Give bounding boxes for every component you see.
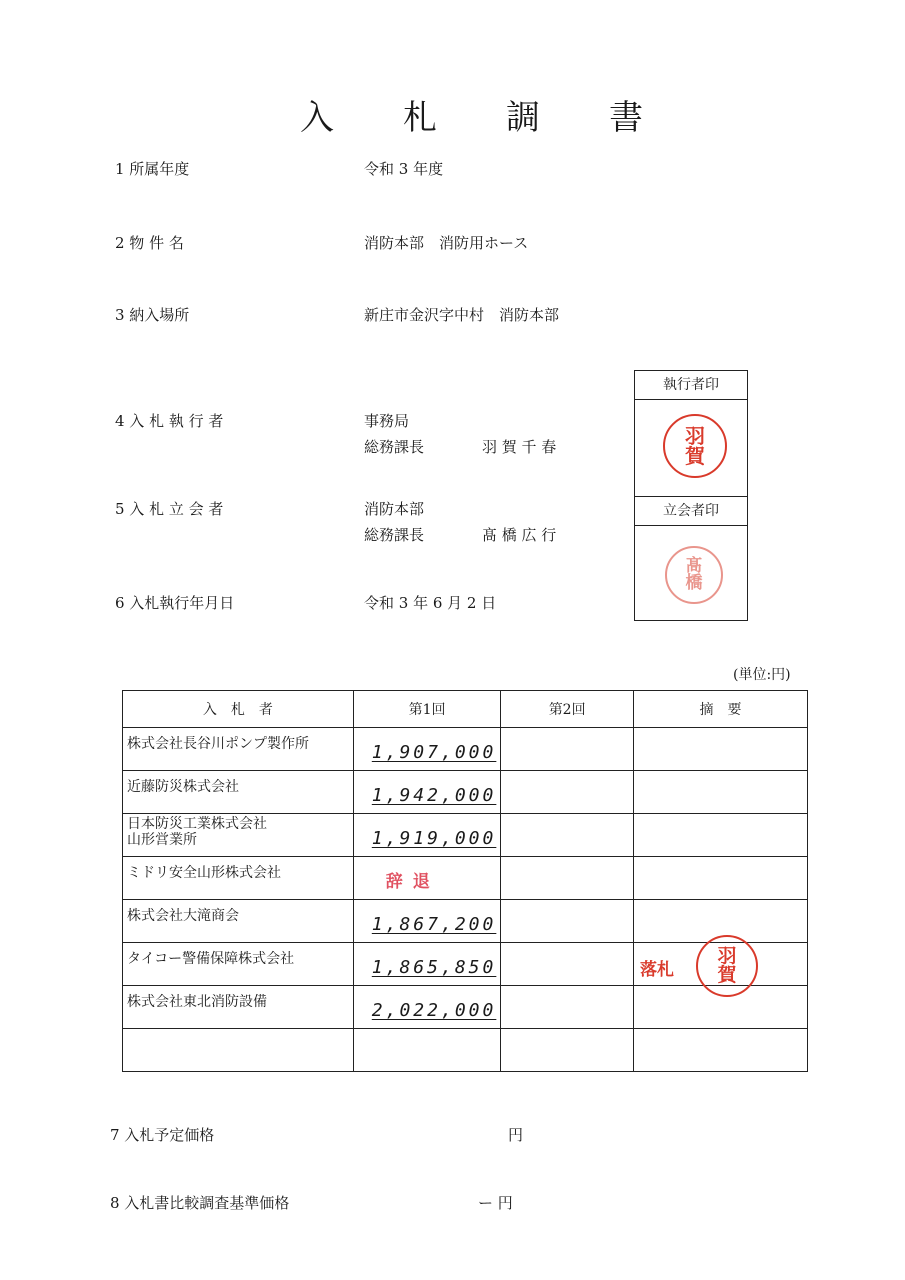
bidder-cell <box>123 943 354 986</box>
executor-stamp-box <box>634 370 748 621</box>
date-value: 令和 3 年 6 月 2 日 <box>364 594 497 612</box>
date-label: 6 入札執行年月日 <box>115 594 235 612</box>
round2-cell <box>501 857 634 900</box>
unit-label: (単位:円) <box>733 667 791 683</box>
bidder-cell <box>123 771 354 814</box>
bidder-cell <box>123 814 354 857</box>
bidder-name: 株式会社長谷川ポンプ製作所 <box>127 736 309 752</box>
baseline-price-label: 8 入札書比較調査基準価格 <box>110 1194 290 1212</box>
round1-amount: 1,942,000 <box>371 785 497 806</box>
note-cell <box>633 814 807 857</box>
table-row <box>123 1029 808 1072</box>
item-name-value: 消防本部 消防用ホース <box>364 234 529 252</box>
round1-cell <box>353 771 501 814</box>
document-title: 入 札 調 書 <box>300 98 643 138</box>
round1-cell <box>353 857 501 900</box>
witness-label: 5 入 札 立 会 者 <box>115 500 224 518</box>
executor-label: 4 入 札 執 行 者 <box>115 412 224 430</box>
witness-stamp-cell <box>635 526 747 620</box>
delivery-place-value: 新庄市金沢字中村 消防本部 <box>364 306 560 324</box>
round2-cell <box>501 986 634 1029</box>
header-round1: 第1回 <box>353 691 501 728</box>
planned-price-value: 円 <box>508 1126 524 1144</box>
executor-title: 総務課長 <box>364 438 425 456</box>
header-note: 摘 要 <box>633 691 807 728</box>
bidder-name: 近藤防災株式会社 <box>127 779 239 795</box>
planned-price-label: 7 入札予定価格 <box>110 1126 215 1144</box>
round1-cell <box>353 943 501 986</box>
witness-dept: 消防本部 <box>364 500 425 518</box>
round2-cell <box>501 728 634 771</box>
baseline-price-value: ー 円 <box>478 1194 513 1212</box>
note-cell <box>633 943 807 986</box>
executor-stamp-header: 執行者印 <box>635 371 747 400</box>
table-row <box>123 857 808 900</box>
round1-amount: 1,907,000 <box>371 742 497 763</box>
round1-amount: 1,919,000 <box>371 828 497 849</box>
round2-cell <box>501 1029 634 1072</box>
round2-cell <box>501 943 634 986</box>
note-cell <box>633 1029 807 1072</box>
table-row <box>123 943 808 986</box>
bidder-cell <box>123 900 354 943</box>
bidder-cell <box>123 728 354 771</box>
header-round2: 第2回 <box>501 691 634 728</box>
bidder-cell <box>123 1029 354 1072</box>
bidder-name: ミドリ安全山形株式会社 <box>127 865 281 881</box>
bidder-cell <box>123 857 354 900</box>
delivery-place-label: 3 納入場所 <box>115 306 190 324</box>
executor-seal: 羽 賀 <box>663 414 727 478</box>
item-name-label: 2 物 件 名 <box>115 234 184 252</box>
executor-stamp-cell <box>635 400 747 496</box>
note-cell <box>633 771 807 814</box>
table-header-row <box>123 691 808 728</box>
round2-cell <box>501 771 634 814</box>
bid-table <box>122 690 808 1072</box>
witness-seal: 髙 橋 <box>665 546 723 604</box>
award-seal: 羽 賀 <box>696 935 758 997</box>
note-cell <box>633 857 807 900</box>
bidder-name: 日本防災工業株式会社 山形営業所 <box>127 816 267 848</box>
table-row <box>123 900 808 943</box>
bidder-name: 株式会社大滝商会 <box>127 908 239 924</box>
round1-amount: 2,022,000 <box>371 1000 497 1021</box>
table-row <box>123 986 808 1029</box>
bidder-cell <box>123 986 354 1029</box>
round1-cell <box>353 986 501 1029</box>
round1-cell <box>353 814 501 857</box>
bidder-name: タイコー警備保障株式会社 <box>127 951 295 967</box>
executor-dept: 事務局 <box>364 412 410 430</box>
executor-name: 羽 賀 千 春 <box>482 438 557 456</box>
fiscal-year-value: 令和 3 年度 <box>364 160 444 178</box>
decline-stamp: 辞退 <box>385 872 440 892</box>
witness-title: 総務課長 <box>364 526 425 544</box>
witness-name: 髙 橋 広 行 <box>482 526 557 544</box>
round1-cell <box>353 900 501 943</box>
fiscal-year-label: 1 所属年度 <box>115 160 190 178</box>
round1-cell <box>353 1029 501 1072</box>
award-mark: 落札 <box>639 960 674 980</box>
bidder-name: 株式会社東北消防設備 <box>127 994 267 1010</box>
table-row <box>123 771 808 814</box>
round2-cell <box>501 900 634 943</box>
round1-amount: 1,865,850 <box>371 957 497 978</box>
header-bidder: 入 札 者 <box>123 691 354 728</box>
round2-cell <box>501 814 634 857</box>
round1-cell <box>353 728 501 771</box>
round1-amount: 1,867,200 <box>371 914 497 935</box>
table-row <box>123 728 808 771</box>
table-row <box>123 814 808 857</box>
note-cell <box>633 728 807 771</box>
witness-stamp-header: 立会者印 <box>635 496 747 526</box>
